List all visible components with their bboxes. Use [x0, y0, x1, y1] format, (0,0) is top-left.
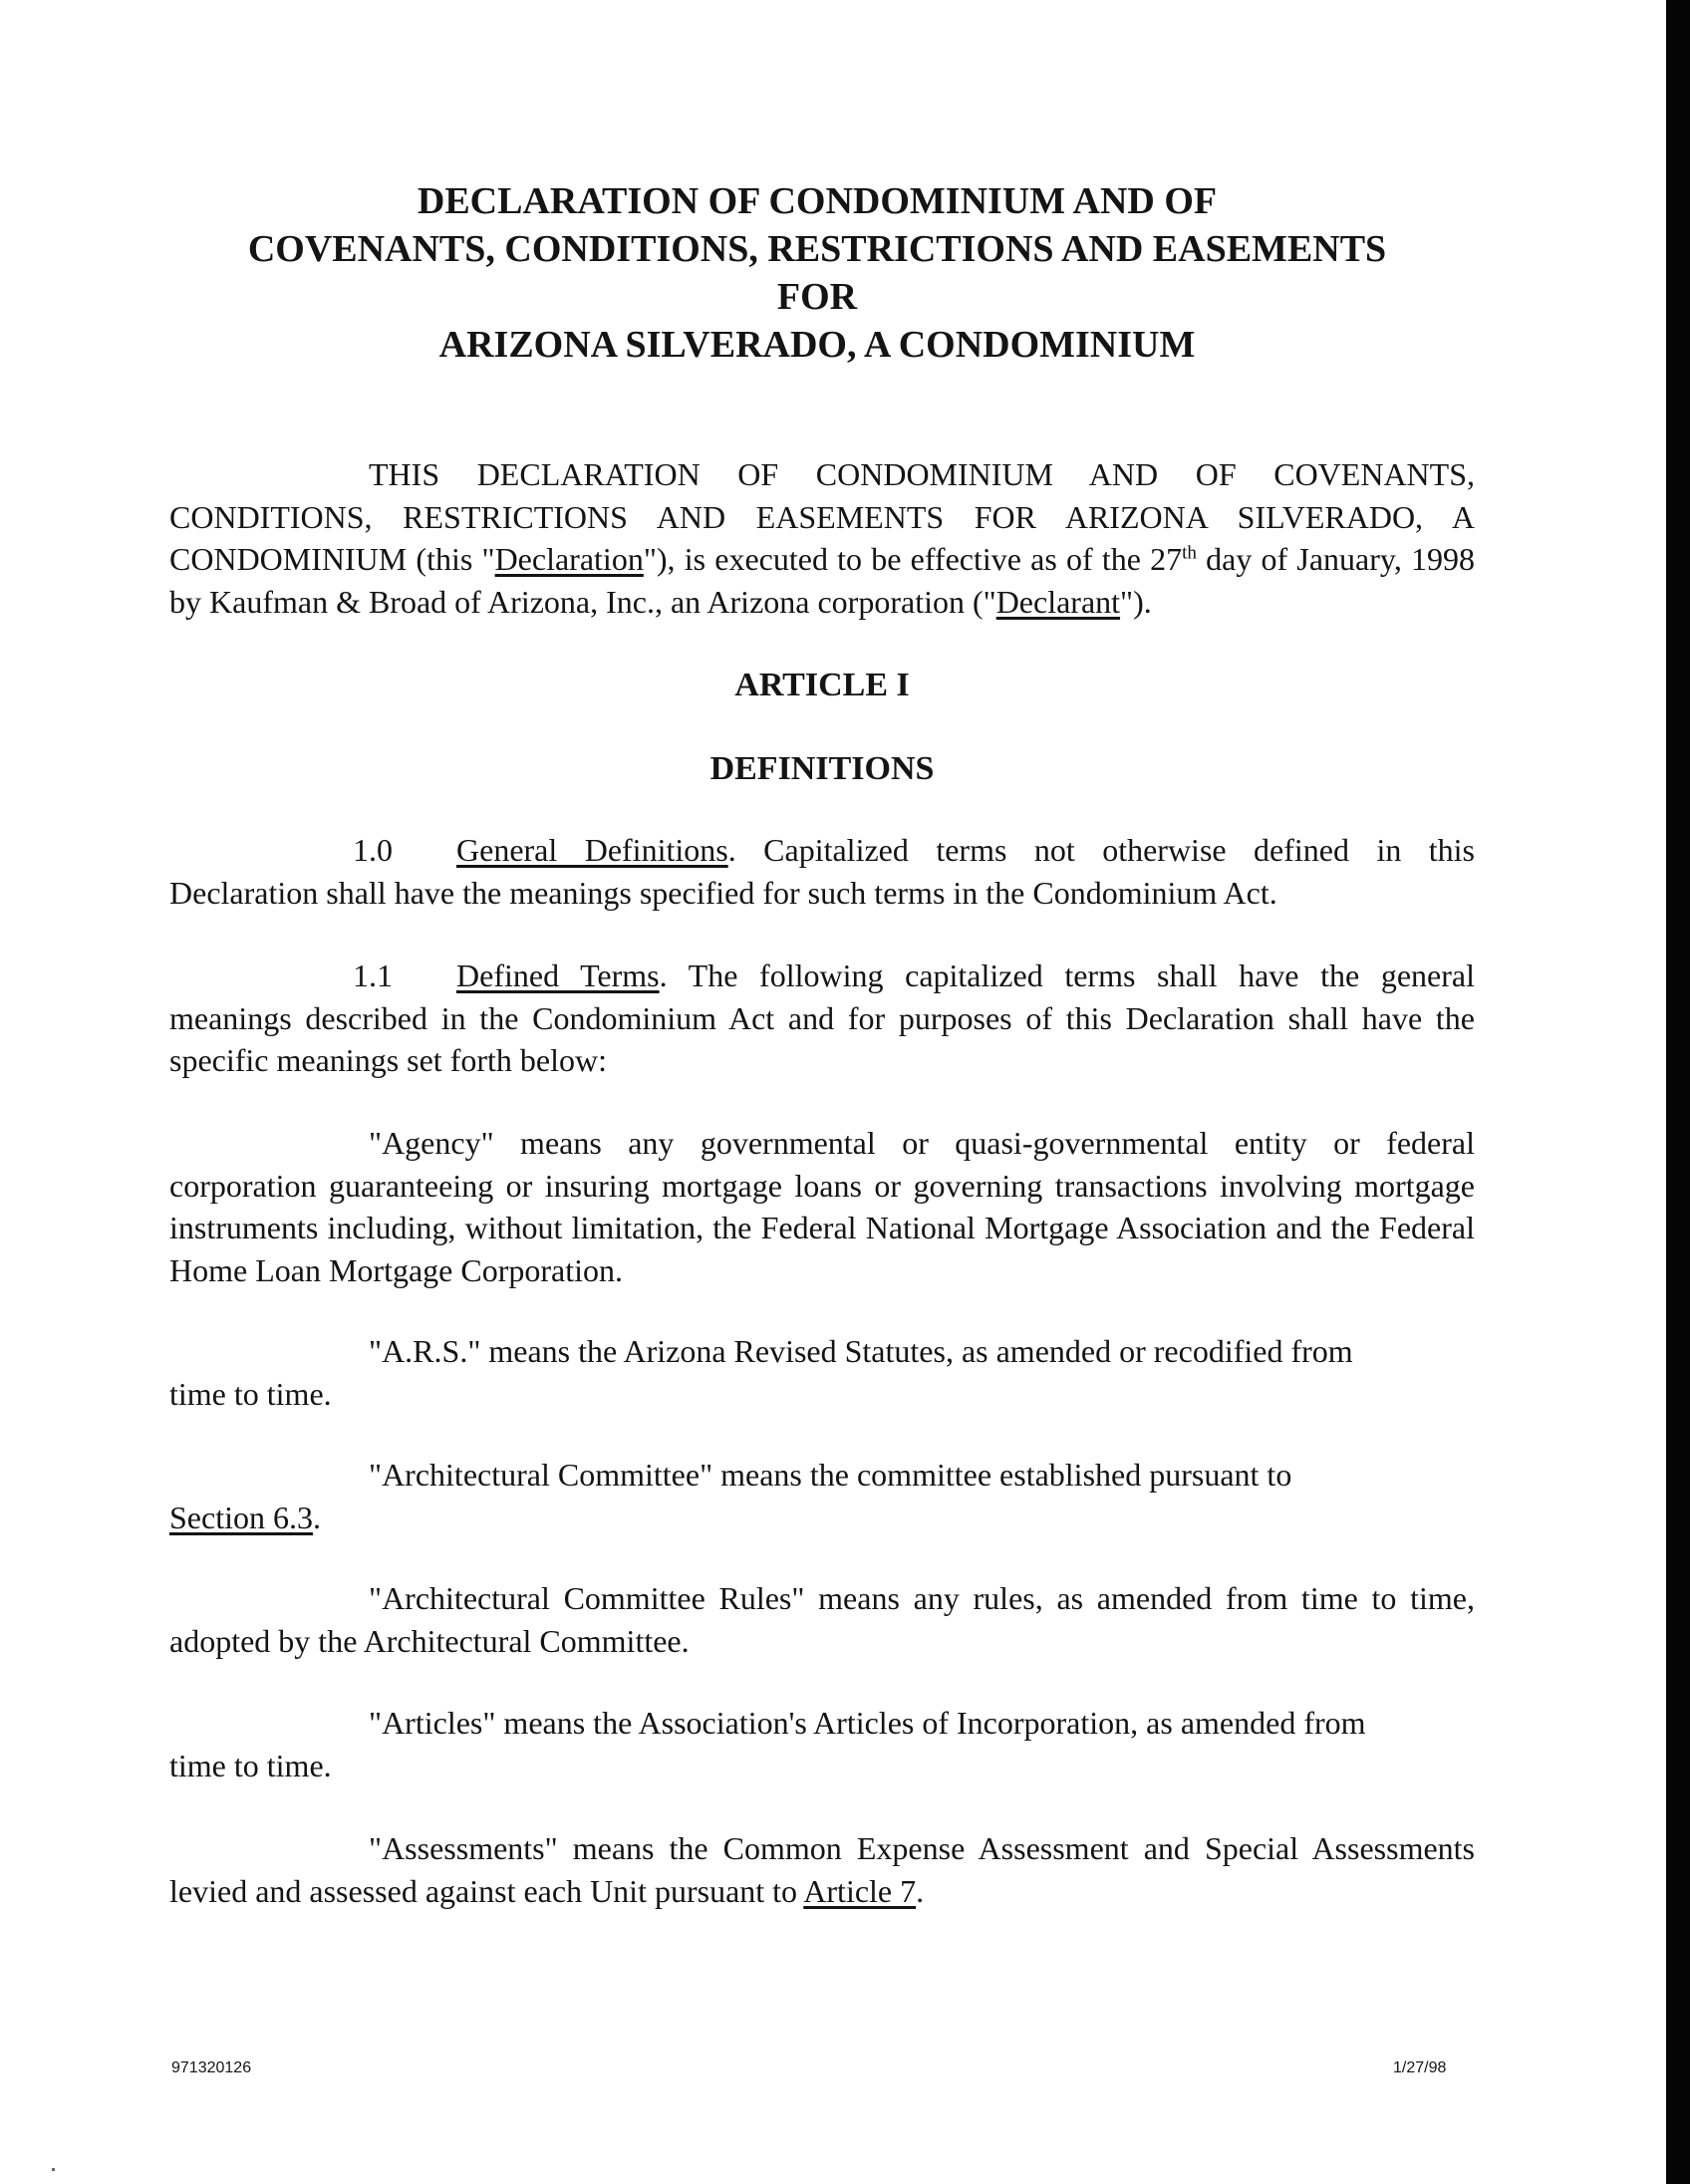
definition-agency: "Agency" means any governmental or quasi-governmental entity or federal corporation guaranteeing or insuring mortgage loans or governing transactions involving mortgage instruments including, without limitation, the Federal National Mortgage Association and the Federal Home Loan Mortgage Corporation.: [169, 1125, 1475, 1288]
definition-assessments: "Assessments" means the Common Expense Assessment and Special Assessments levied and assessed against each Unit pursuant to Article 7.: [169, 1830, 1475, 1909]
section-title: Defined Terms: [456, 957, 660, 993]
ordinal-suffix: th: [1182, 542, 1197, 564]
declarant-term: Declarant: [995, 583, 1121, 620]
article-heading: DEFINITIONS: [709, 750, 935, 787]
definition-ars: "A.R.S." means the Arizona Revised Statutes, as amended or recodified from time to time.: [169, 1333, 1353, 1412]
definition-architectural-committee: "Architectural Committee" means the committee established pursuant to Section 6.3.: [169, 1457, 1292, 1535]
title-line-2: COVENANTS, CONDITIONS, RESTRICTIONS AND EASEMENTS: [247, 228, 1387, 270]
definition-architectural-committee-rules: "Architectural Committee Rules" means any rules, as amended from time to time, adopted by the Architectural Committee.: [169, 1580, 1475, 1659]
article-7-reference: Article 7: [803, 1872, 917, 1909]
scan-speck: [52, 2168, 55, 2171]
document-title: [0, 177, 1634, 369]
section-title: General Definitions: [456, 832, 728, 868]
section-number: 1.1: [353, 957, 393, 993]
title-line-3: FOR: [776, 276, 858, 318]
section-1-0: 1.0 General Definitions. Capitalized terms not otherwise defined in this Declaration shall have the meanings specified for such terms in the Condominium Act.: [169, 829, 1475, 914]
definition-articles: "Articles" means the Association's Articles of Incorporation, as amended from time to time.: [169, 1705, 1366, 1783]
article-label: ARTICLE I: [734, 667, 910, 703]
title-line-1: DECLARATION OF CONDOMINIUM AND OF: [417, 180, 1218, 222]
intro-paragraph: THIS DECLARATION OF CONDOMINIUM AND OF COVENANTS, CONDITIONS, RESTRICTIONS AND EASEMENTS FOR ARIZONA SILVERADO, A CONDOMINIUM (this "Declaration"), is executed to be effective as of the 27th day of January, 1998 by Kaufman & Broad of Arizona, Inc., an Arizona corporation ("Declarant").: [169, 456, 1476, 620]
section-6-3-reference: Section 6.3: [169, 1499, 313, 1535]
footer-date: 1/27/98: [1393, 2059, 1447, 2076]
section-1-1: 1.1 Defined Terms. The following capitalized terms shall have the general meanings described in the Condominium Act and for purposes of this Declaration shall have the specific meanings set forth below:: [169, 955, 1475, 1082]
section-number: 1.0: [353, 832, 393, 868]
declaration-term: Declaration: [494, 541, 644, 577]
footer-document-number: 971320126: [171, 2059, 252, 2076]
scan-dark-edge: [1666, 0, 1690, 2184]
title-line-4: ARIZONA SILVERADO, A CONDOMINIUM: [438, 324, 1196, 366]
